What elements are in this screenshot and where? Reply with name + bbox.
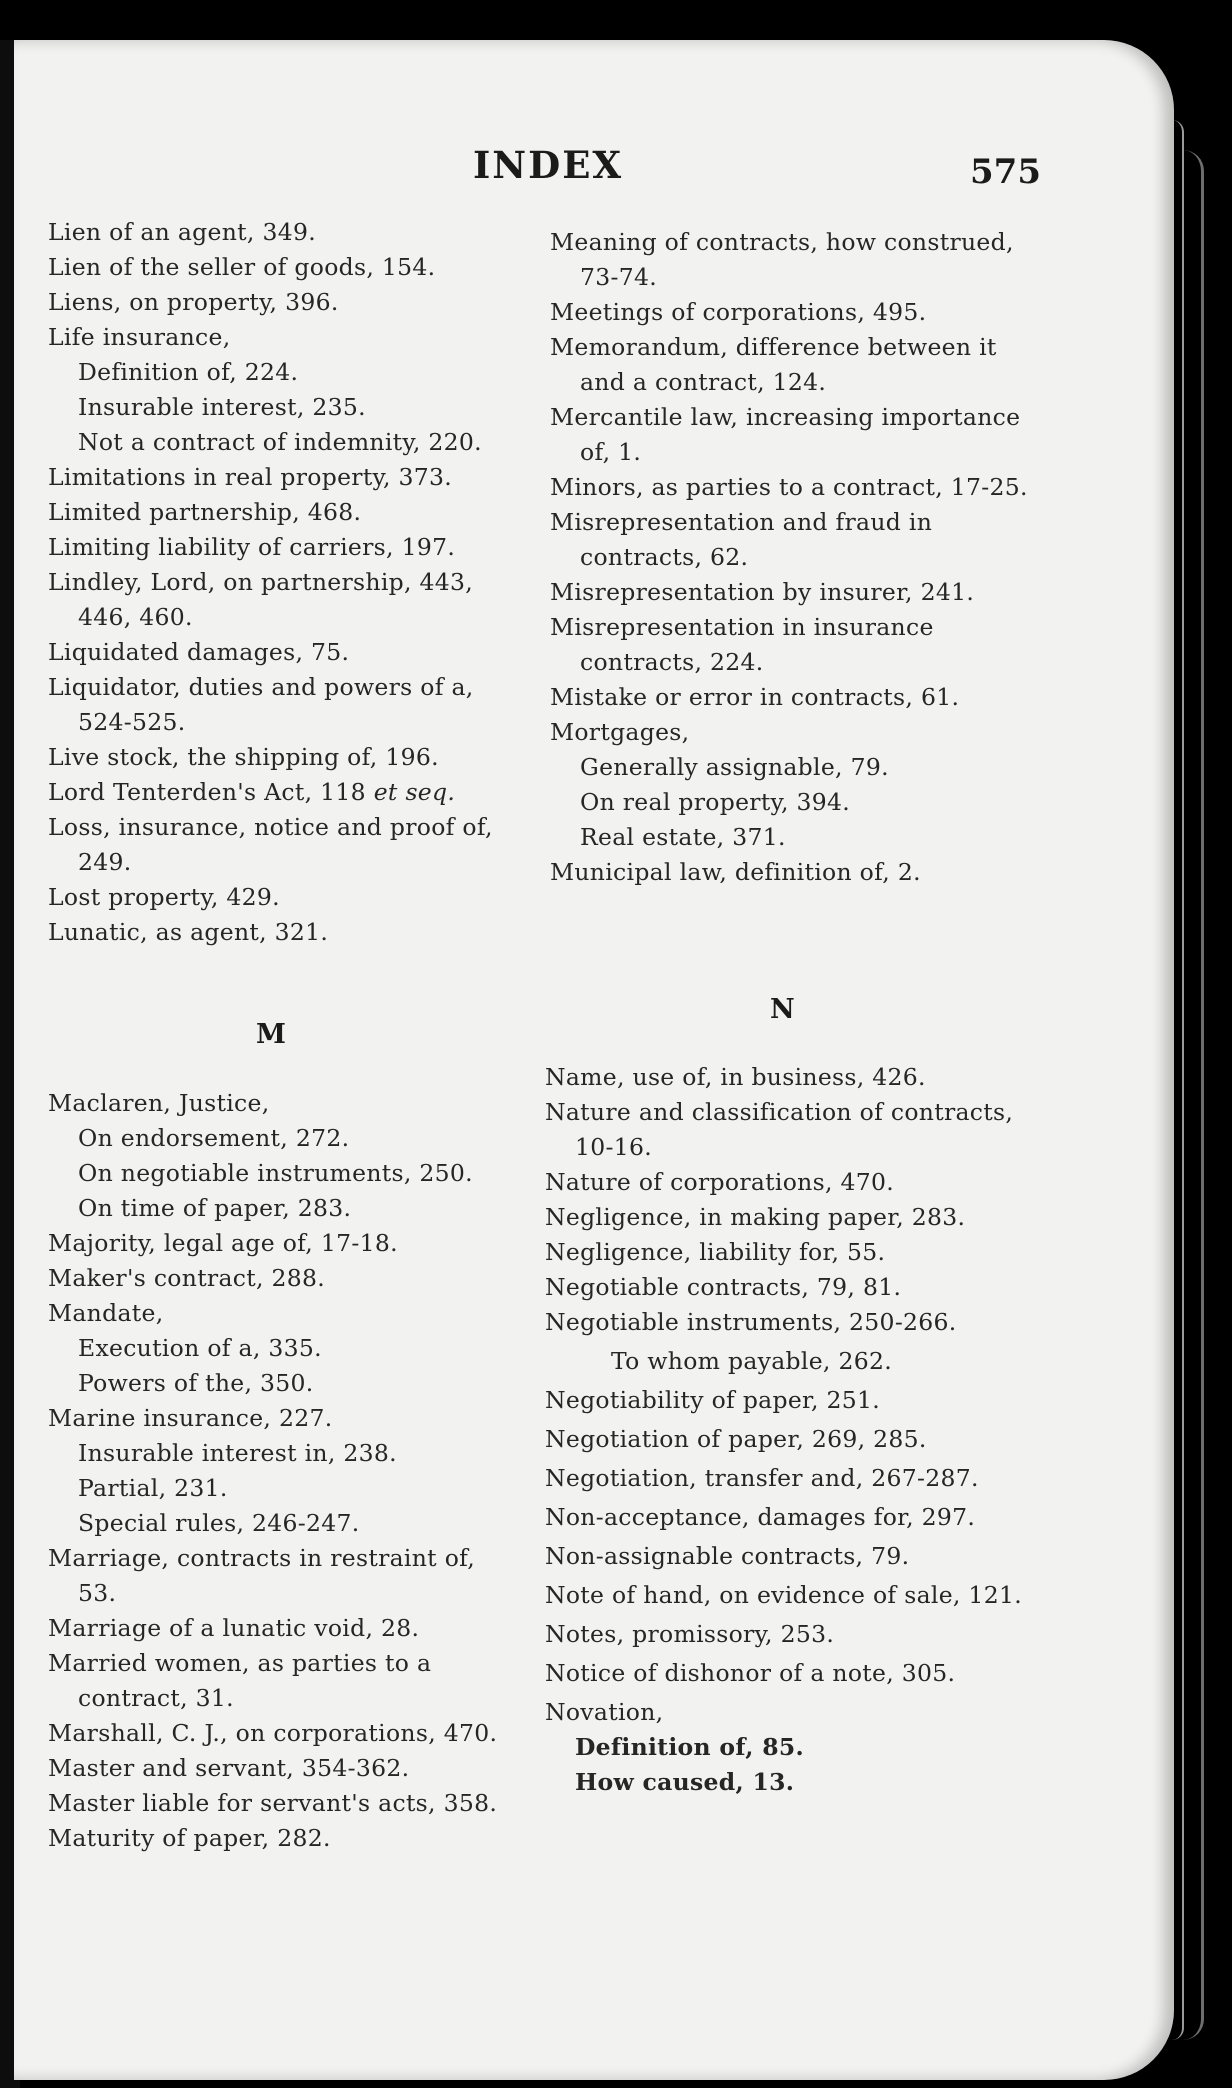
index-subentry: Definition of, 224. — [78, 358, 299, 386]
index-entry: Negotiable instruments, 250-266. — [545, 1308, 957, 1336]
index-entry: Mistake or error in contracts, 61. — [550, 683, 960, 711]
index-entry: Nature and classification of contracts, 10-16. — [545, 1098, 1014, 1161]
right-column-n — [545, 1060, 1025, 1800]
page-edge-outer — [1183, 150, 1204, 2040]
index-subentry: Execution of a, 335. — [78, 1334, 322, 1362]
index-entry: Misrepresentation in insurance contracts, 224. — [550, 613, 934, 676]
index-entry: Notes, promissory, 253. — [545, 1620, 835, 1648]
index-subentry: Real estate, 371. — [580, 823, 786, 851]
index-entry: Meetings of corporations, 495. — [550, 298, 927, 326]
index-entry: Non-assignable contracts, 79. — [545, 1542, 910, 1570]
index-entry: Marriage of a lunatic void, 28. — [48, 1614, 420, 1642]
entry-italic-text: et seq. — [373, 778, 456, 806]
index-entry: Negotiability of paper, 251. — [545, 1386, 881, 1414]
index-entry: Marshall, C. J., on corporations, 470. — [48, 1719, 498, 1747]
index-entry: Master liable for servant's acts, 358. — [48, 1789, 498, 1817]
index-entry: Nature of corporations, 470. — [545, 1168, 895, 1196]
index-entry: Lien of the seller of goods, 154. — [48, 253, 436, 281]
index-entry: Lindley, Lord, on partnership, 443, 446, 460. — [48, 568, 474, 631]
index-entry: Mercantile law, increasing importance of, 1. — [550, 403, 1021, 466]
index-entry: Marriage, contracts in restraint of, 53. — [48, 1544, 476, 1607]
index-entry: Limiting liability of carriers, 197. — [48, 533, 456, 561]
index-entry: Married women, as parties to a contract, 31. — [48, 1649, 432, 1712]
running-header-title: INDEX — [473, 143, 624, 187]
section-letter-m: M — [256, 1019, 286, 1050]
index-entry: Memorandum, difference between it and a contract, 124. — [550, 333, 997, 396]
index-subentry: On negotiable instruments, 250. — [78, 1159, 473, 1187]
index-subentry: On endorsement, 272. — [78, 1124, 350, 1152]
index-subentry: On real property, 394. — [580, 788, 851, 816]
index-subentry: On time of paper, 283. — [78, 1194, 352, 1222]
index-entry: Name, use of, in business, 426. — [545, 1063, 926, 1091]
index-entry: Maclaren, Justice, — [48, 1089, 270, 1117]
index-subentry: Insurable interest, 235. — [78, 393, 366, 421]
index-entry: Lunatic, as agent, 321. — [48, 918, 329, 946]
index-entry: Majority, legal age of, 17-18. — [48, 1229, 398, 1257]
index-entry: Non-acceptance, damages for, 297. — [545, 1503, 976, 1531]
index-entry: Novation, — [545, 1698, 664, 1726]
index-entry: Municipal law, definition of, 2. — [550, 858, 921, 886]
index-entry: Negotiation, transfer and, 267-287. — [545, 1464, 979, 1492]
page-number: 575 — [970, 152, 1041, 192]
index-subentry: To whom payable, 262. — [611, 1347, 892, 1375]
index-entry: Negotiation of paper, 269, 285. — [545, 1425, 927, 1453]
index-entry: Misrepresentation and fraud in contracts, 62. — [550, 508, 933, 571]
index-entry: Negotiable contracts, 79, 81. — [545, 1273, 902, 1301]
index-entry: Limited partnership, 468. — [48, 498, 362, 526]
index-subentry: Not a contract of indemnity, 220. — [78, 428, 482, 456]
right-column — [550, 225, 1030, 890]
index-entry: Negligence, in making paper, 283. — [545, 1203, 966, 1231]
index-entry: Notice of dishonor of a note, 305. — [545, 1659, 956, 1687]
left-column-m — [48, 1086, 518, 1856]
index-entry — [48, 775, 518, 810]
index-entry: Meaning of contracts, how construed, 73-74. — [550, 228, 1014, 291]
index-entry: Misrepresentation by insurer, 241. — [550, 578, 975, 606]
index-subentry: Powers of the, 350. — [78, 1369, 314, 1397]
index-subentry: Special rules, 246-247. — [78, 1509, 360, 1537]
index-entry: Negligence, liability for, 55. — [545, 1238, 886, 1266]
index-subentry: Definition of, 85. — [575, 1733, 805, 1761]
left-column — [48, 215, 518, 950]
index-subentry: Insurable interest in, 238. — [78, 1439, 397, 1467]
index-entry: Live stock, the shipping of, 196. — [48, 743, 439, 771]
index-entry: Mandate, — [48, 1299, 164, 1327]
index-entry: Liquidated damages, 75. — [48, 638, 350, 666]
index-entry: Lien of an agent, 349. — [48, 218, 316, 246]
index-entry: Life insurance, — [48, 323, 231, 351]
index-entry: Minors, as parties to a contract, 17-25. — [550, 473, 1028, 501]
index-entry: Limitations in real property, 373. — [48, 463, 453, 491]
index-entry: Mortgages, — [550, 718, 690, 746]
index-subentry: Partial, 231. — [78, 1474, 228, 1502]
index-entry: Maker's contract, 288. — [48, 1264, 326, 1292]
section-letter-n: N — [770, 994, 795, 1025]
index-subentry: How caused, 13. — [575, 1768, 795, 1796]
index-entry: Maturity of paper, 282. — [48, 1824, 331, 1852]
index-entry: Loss, insurance, notice and proof of, 249. — [48, 813, 493, 876]
index-entry: Liens, on property, 396. — [48, 288, 339, 316]
index-subentry: Generally assignable, 79. — [580, 753, 889, 781]
index-entry: Marine insurance, 227. — [48, 1404, 333, 1432]
index-entry: Note of hand, on evidence of sale, 121. — [545, 1581, 1022, 1609]
index-entry: Liquidator, duties and powers of a, 524-525. — [48, 673, 474, 736]
index-entry: Lost property, 429. — [48, 883, 280, 911]
index-entry: Master and servant, 354-362. — [48, 1754, 410, 1782]
entry-text: Lord Tenterden's Act, 118 — [48, 778, 366, 806]
